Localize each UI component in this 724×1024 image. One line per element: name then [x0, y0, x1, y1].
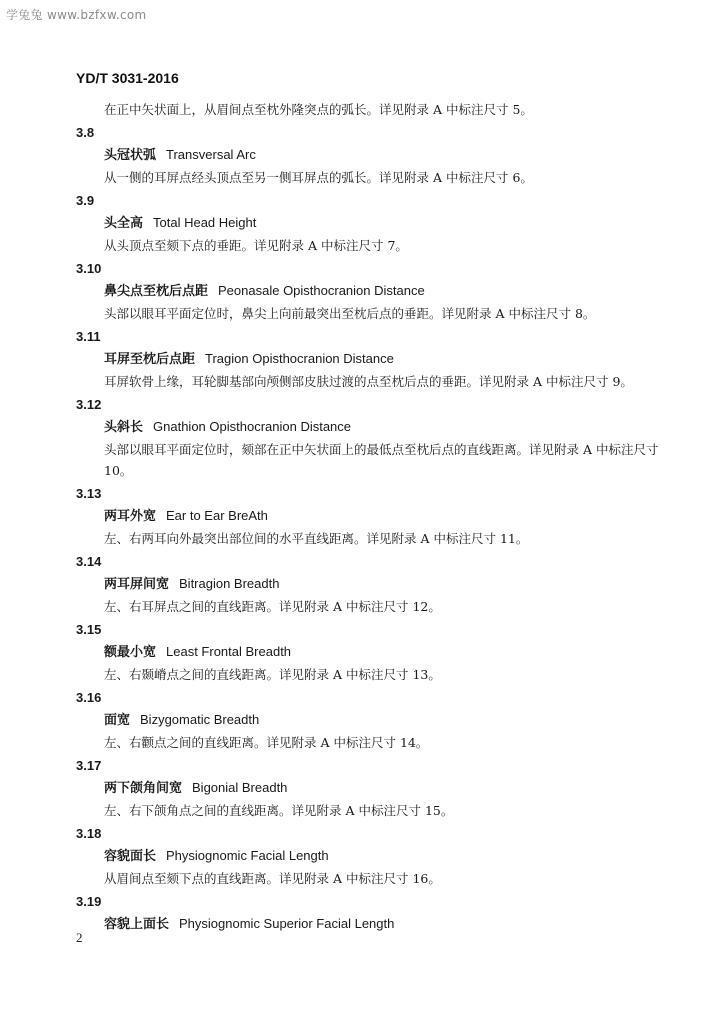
- term-definition: 从头顶点至颏下点的垂距。详见附录 A 中标注尺寸 7。: [104, 238, 408, 253]
- term-title: [104, 573, 676, 596]
- term-english: Tragion Opisthocranion Distance: [205, 351, 394, 366]
- term-entry: [76, 619, 676, 685]
- term-entry: [76, 891, 676, 936]
- term-definition: 从眉间点至颏下点的直线距离。详见附录 A 中标注尺寸 16。: [104, 871, 441, 886]
- term-chinese: 头斜长: [104, 420, 144, 435]
- clause-number: 3.14: [76, 554, 102, 569]
- term-definition: 左、右耳屏点之间的直线距离。详见附录 A 中标注尺寸 12。: [104, 599, 441, 614]
- term-entry: [76, 258, 676, 324]
- term-definition: 头部以眼耳平面定位时，鼻尖上向前最突出至枕后点的垂距。详见附录 A 中标注尺寸 8。: [104, 306, 596, 321]
- page-number: 2: [76, 930, 83, 945]
- term-chinese: 容貌面长: [104, 849, 157, 864]
- term-english: Least Frontal Breadth: [166, 644, 292, 659]
- term-chinese: 耳屏至枕后点距: [104, 352, 196, 367]
- clause-number: 3.9: [76, 193, 95, 208]
- term-definition: 左、右颞嵴点之间的直线距离。详见附录 A 中标注尺寸 13。: [104, 667, 441, 682]
- term-entry: [76, 823, 676, 889]
- watermark: 学兔兔 www.bzfxw.com: [6, 8, 147, 22]
- term-entry: [76, 122, 676, 188]
- clause-number: 3.17: [76, 758, 102, 773]
- clause-number: 3.8: [76, 125, 95, 140]
- term-entry: [76, 483, 676, 549]
- term-english: Total Head Height: [153, 215, 257, 230]
- clause-number: 3.16: [76, 690, 102, 705]
- term-definition: 头部以眼耳平面定位时，颏部在正中矢状面上的最低点至枕后点的直线距离。详见附录 A 中标注尺寸 10。: [104, 442, 659, 478]
- term-entry: [76, 687, 676, 753]
- term-title: [104, 641, 676, 664]
- term-chinese: 两耳外宽: [104, 509, 157, 524]
- term-chinese: 鼻尖点至枕后点距: [104, 284, 209, 299]
- term-definition: 左、右下颌角点之间的直线距离。详见附录 A 中标注尺寸 15。: [104, 803, 454, 818]
- entry-list: [76, 122, 676, 936]
- term-english: Physiognomic Superior Facial Length: [179, 916, 395, 931]
- term-entry: [76, 755, 676, 821]
- term-entry: [76, 551, 676, 617]
- term-english: Transversal Arc: [166, 147, 256, 162]
- clause-number: 3.10: [76, 261, 102, 276]
- term-entry: [76, 326, 676, 392]
- term-chinese: 头冠状弧: [104, 148, 157, 163]
- term-english: Bizygomatic Breadth: [140, 712, 260, 727]
- term-title: [104, 280, 676, 303]
- term-definition: 左、右两耳向外最突出部位间的水平直线距离。详见附录 A 中标注尺寸 11。: [104, 531, 529, 546]
- term-title: [104, 913, 676, 936]
- continued-definition: 在正中矢状面上，从眉间点至枕外隆突点的弧长。详见附录 A 中标注尺寸 5。: [104, 102, 533, 117]
- term-english: Bitragion Breadth: [179, 576, 280, 591]
- term-entry: [76, 190, 676, 256]
- term-chinese: 面宽: [104, 713, 131, 728]
- term-definition: 从一侧的耳屏点经头顶点至另一侧耳屏点的弧长。详见附录 A 中标注尺寸 6。: [104, 170, 533, 185]
- term-definition: 左、右颧点之间的直线距离。详见附录 A 中标注尺寸 14。: [104, 735, 429, 750]
- page-content: [76, 100, 676, 936]
- term-title: [104, 416, 676, 439]
- term-title: [104, 505, 676, 528]
- clause-number: 3.19: [76, 894, 102, 909]
- term-title: [104, 212, 676, 235]
- term-chinese: 头全高: [104, 216, 144, 231]
- term-chinese: 容貌上面长: [104, 917, 170, 932]
- clause-number: 3.15: [76, 622, 102, 637]
- term-english: Peonasale Opisthocranion Distance: [218, 283, 425, 298]
- term-definition: 耳屏软骨上缘，耳轮脚基部向颅侧部皮肤过渡的点至枕后点的垂距。详见附录 A 中标注尺寸 9。: [104, 374, 633, 389]
- term-title: [104, 348, 676, 371]
- term-title: [104, 144, 676, 167]
- term-english: Bigonial Breadth: [192, 780, 288, 795]
- term-entry: [76, 394, 676, 481]
- term-chinese: 额最小宽: [104, 645, 157, 660]
- term-chinese: 两耳屏间宽: [104, 577, 170, 592]
- term-english: Ear to Ear BreAth: [166, 508, 268, 523]
- term-title: [104, 845, 676, 868]
- term-english: Physiognomic Facial Length: [166, 848, 329, 863]
- clause-number: 3.18: [76, 826, 102, 841]
- document-code: YD/T 3031-2016: [76, 70, 179, 86]
- clause-number: 3.11: [76, 329, 101, 344]
- clause-number: 3.13: [76, 486, 102, 501]
- term-chinese: 两下颌角间宽: [104, 781, 183, 796]
- term-english: Gnathion Opisthocranion Distance: [153, 419, 352, 434]
- term-title: [104, 777, 676, 800]
- clause-number: 3.12: [76, 397, 102, 412]
- term-title: [104, 709, 676, 732]
